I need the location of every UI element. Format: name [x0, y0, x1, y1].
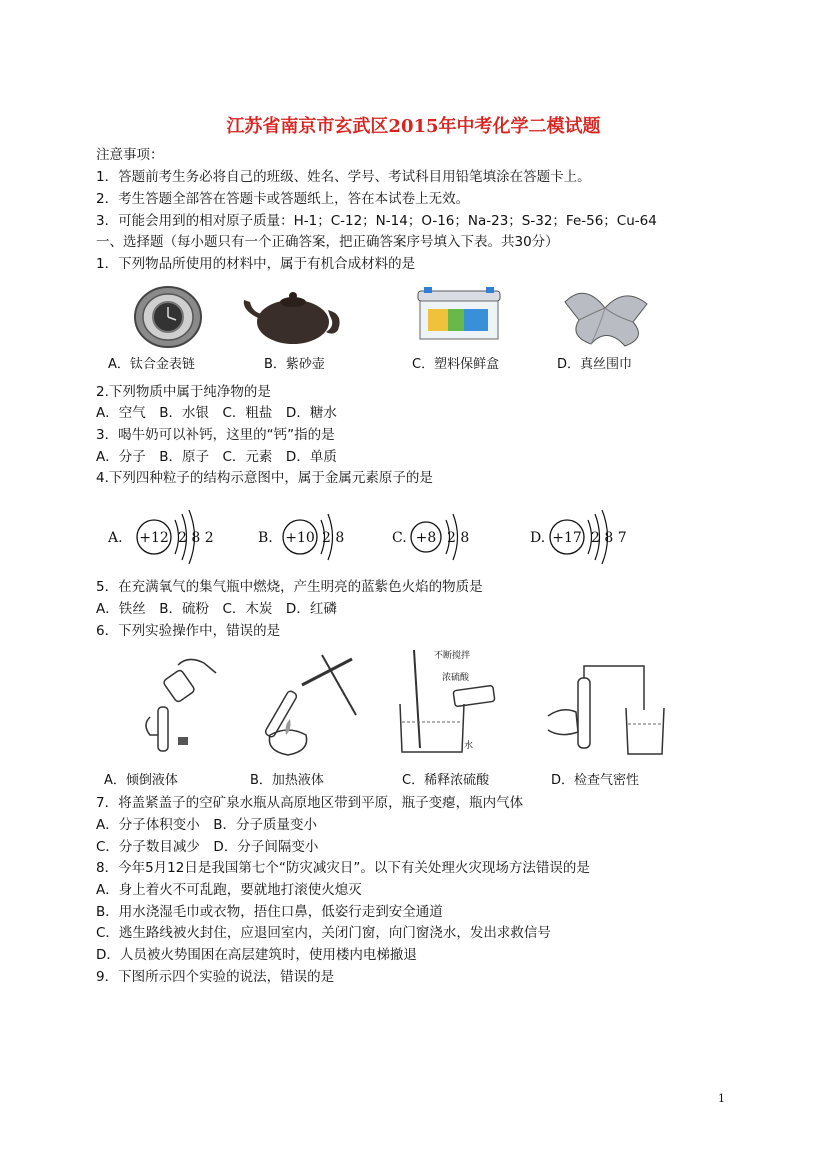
- q1-option-c: C．塑料保鲜盒: [412, 357, 500, 372]
- atom-a-shells: 2 8 2: [178, 530, 214, 546]
- atom-a-label: A.: [108, 530, 123, 546]
- q1-option-a: A．钛合金表链: [108, 357, 195, 372]
- q8-stem: 8．今年5月12日是我国第七个“防灾减灾日”。以下有关处理火灾现场方法错误的是: [96, 860, 590, 876]
- q1-stem: 1．下列物品所使用的材料中，属于有机合成材料的是: [96, 256, 416, 272]
- diluting-acid-icon: [396, 648, 506, 758]
- q8-option-c: C．逃生路线被火封住，应退回室内，关闭门窗，向门窗浇水，发出求救信号: [96, 925, 551, 941]
- q6-stem: 6．下列实验操作中，错误的是: [96, 623, 281, 639]
- q5-stem: 5．在充满氧气的集气瓶中燃烧，产生明亮的蓝紫色火焰的物质是: [96, 579, 483, 595]
- atom-diagram-a: [108, 508, 218, 568]
- q3-stem: 3．喝牛奶可以补钙，这里的“钙”指的是: [96, 427, 335, 443]
- q8-option-d: D．人员被火势围困在高层建筑时，使用楼内电梯撤退: [96, 947, 417, 963]
- atom-b-label: B.: [258, 530, 273, 546]
- q3-options: A．分子 B．原子 C．元素 D．单质: [96, 449, 337, 465]
- water-label: 水: [464, 741, 474, 751]
- atom-c-nucleus: +8: [415, 530, 437, 546]
- q7-options-ab: A．分子体积变小 B．分子质量变小: [96, 817, 317, 833]
- silk-scarf-icon: [555, 282, 655, 350]
- notice-item-3: 3．可能会用到的相对原子质量：H-1；C-12；N-14；O-16；Na-23；S-32；Fe-56；Cu-64: [96, 213, 657, 229]
- pouring-liquid-icon: [138, 655, 228, 755]
- atom-diagram-b: [258, 508, 368, 568]
- atom-c-label: C.: [392, 530, 407, 546]
- notice-item-2: 2．考生答题全部答在答题卡或答题纸上，答在本试卷上无效。: [96, 191, 470, 207]
- teapot-icon: [238, 288, 348, 348]
- section-heading: 一、选择题（每小题只有一个正确答案，把正确答案序号填入下表。共30分）: [96, 234, 559, 250]
- atom-d-nucleus: +17: [552, 530, 582, 546]
- notice-item-1: 1．答题前考生务必将自己的班级、姓名、学号、考试科目用铅笔填涂在答题卡上。: [96, 169, 591, 185]
- airtightness-icon: [548, 660, 668, 760]
- atom-b-nucleus: +10: [285, 530, 315, 546]
- q6-option-c: C．稀释浓硫酸: [402, 773, 490, 788]
- atom-d-label: D.: [530, 530, 546, 546]
- q2-options: A．空气 B．水银 C．粗盐 D．糖水: [96, 405, 337, 421]
- q6-option-d: D．检查气密性: [551, 773, 640, 788]
- q7-stem: 7．将盖紧盖子的空矿泉水瓶从高原地区带到平原，瓶子变瘪，瓶内气体: [96, 795, 524, 811]
- atom-diagram-d: [530, 508, 640, 568]
- page-title: 江苏省南京市玄武区2015年中考化学二模试题: [226, 116, 601, 137]
- q5-options: A．铁丝 B．硫粉 C．木炭 D．红磷: [96, 601, 337, 617]
- q6-option-a: A．倾倒液体: [104, 773, 178, 788]
- q7-options-cd: C．分子数目减少 D．分子间隔变小: [96, 839, 319, 855]
- q4-stem: 4.下列四种粒子的结构示意图中，属于金属元素原子的是: [96, 470, 433, 486]
- heating-liquid-icon: [262, 655, 362, 760]
- q2-stem: 2.下列物质中属于纯净物的是: [96, 384, 271, 400]
- q6-option-b: B．加热液体: [250, 773, 324, 788]
- atom-c-shells: 2 8: [447, 530, 470, 546]
- stir-label: 不断搅拌: [434, 651, 471, 661]
- q8-option-b: B．用水浇湿毛巾或衣物，捂住口鼻，低姿行走到安全通道: [96, 904, 443, 920]
- q9-stem: 9．下图所示四个实验的说法，错误的是: [96, 969, 335, 985]
- q1-option-d: D．真丝围巾: [557, 357, 633, 372]
- page-number: 1: [718, 1092, 725, 1105]
- q8-option-a: A．身上着火不可乱跑，要就地打滚使火熄灭: [96, 882, 362, 898]
- atom-d-shells: 2 8 7: [591, 530, 627, 546]
- plastic-box-icon: [414, 285, 504, 345]
- atom-diagram-c: [392, 508, 502, 568]
- notice-heading: 注意事项：: [96, 147, 164, 163]
- q1-option-b: B．紫砂壶: [264, 357, 325, 372]
- acid-label: 浓硫酸: [442, 673, 470, 683]
- atom-a-nucleus: +12: [139, 530, 169, 546]
- watch-icon: [128, 284, 208, 350]
- atom-b-shells: 2 8: [322, 530, 345, 546]
